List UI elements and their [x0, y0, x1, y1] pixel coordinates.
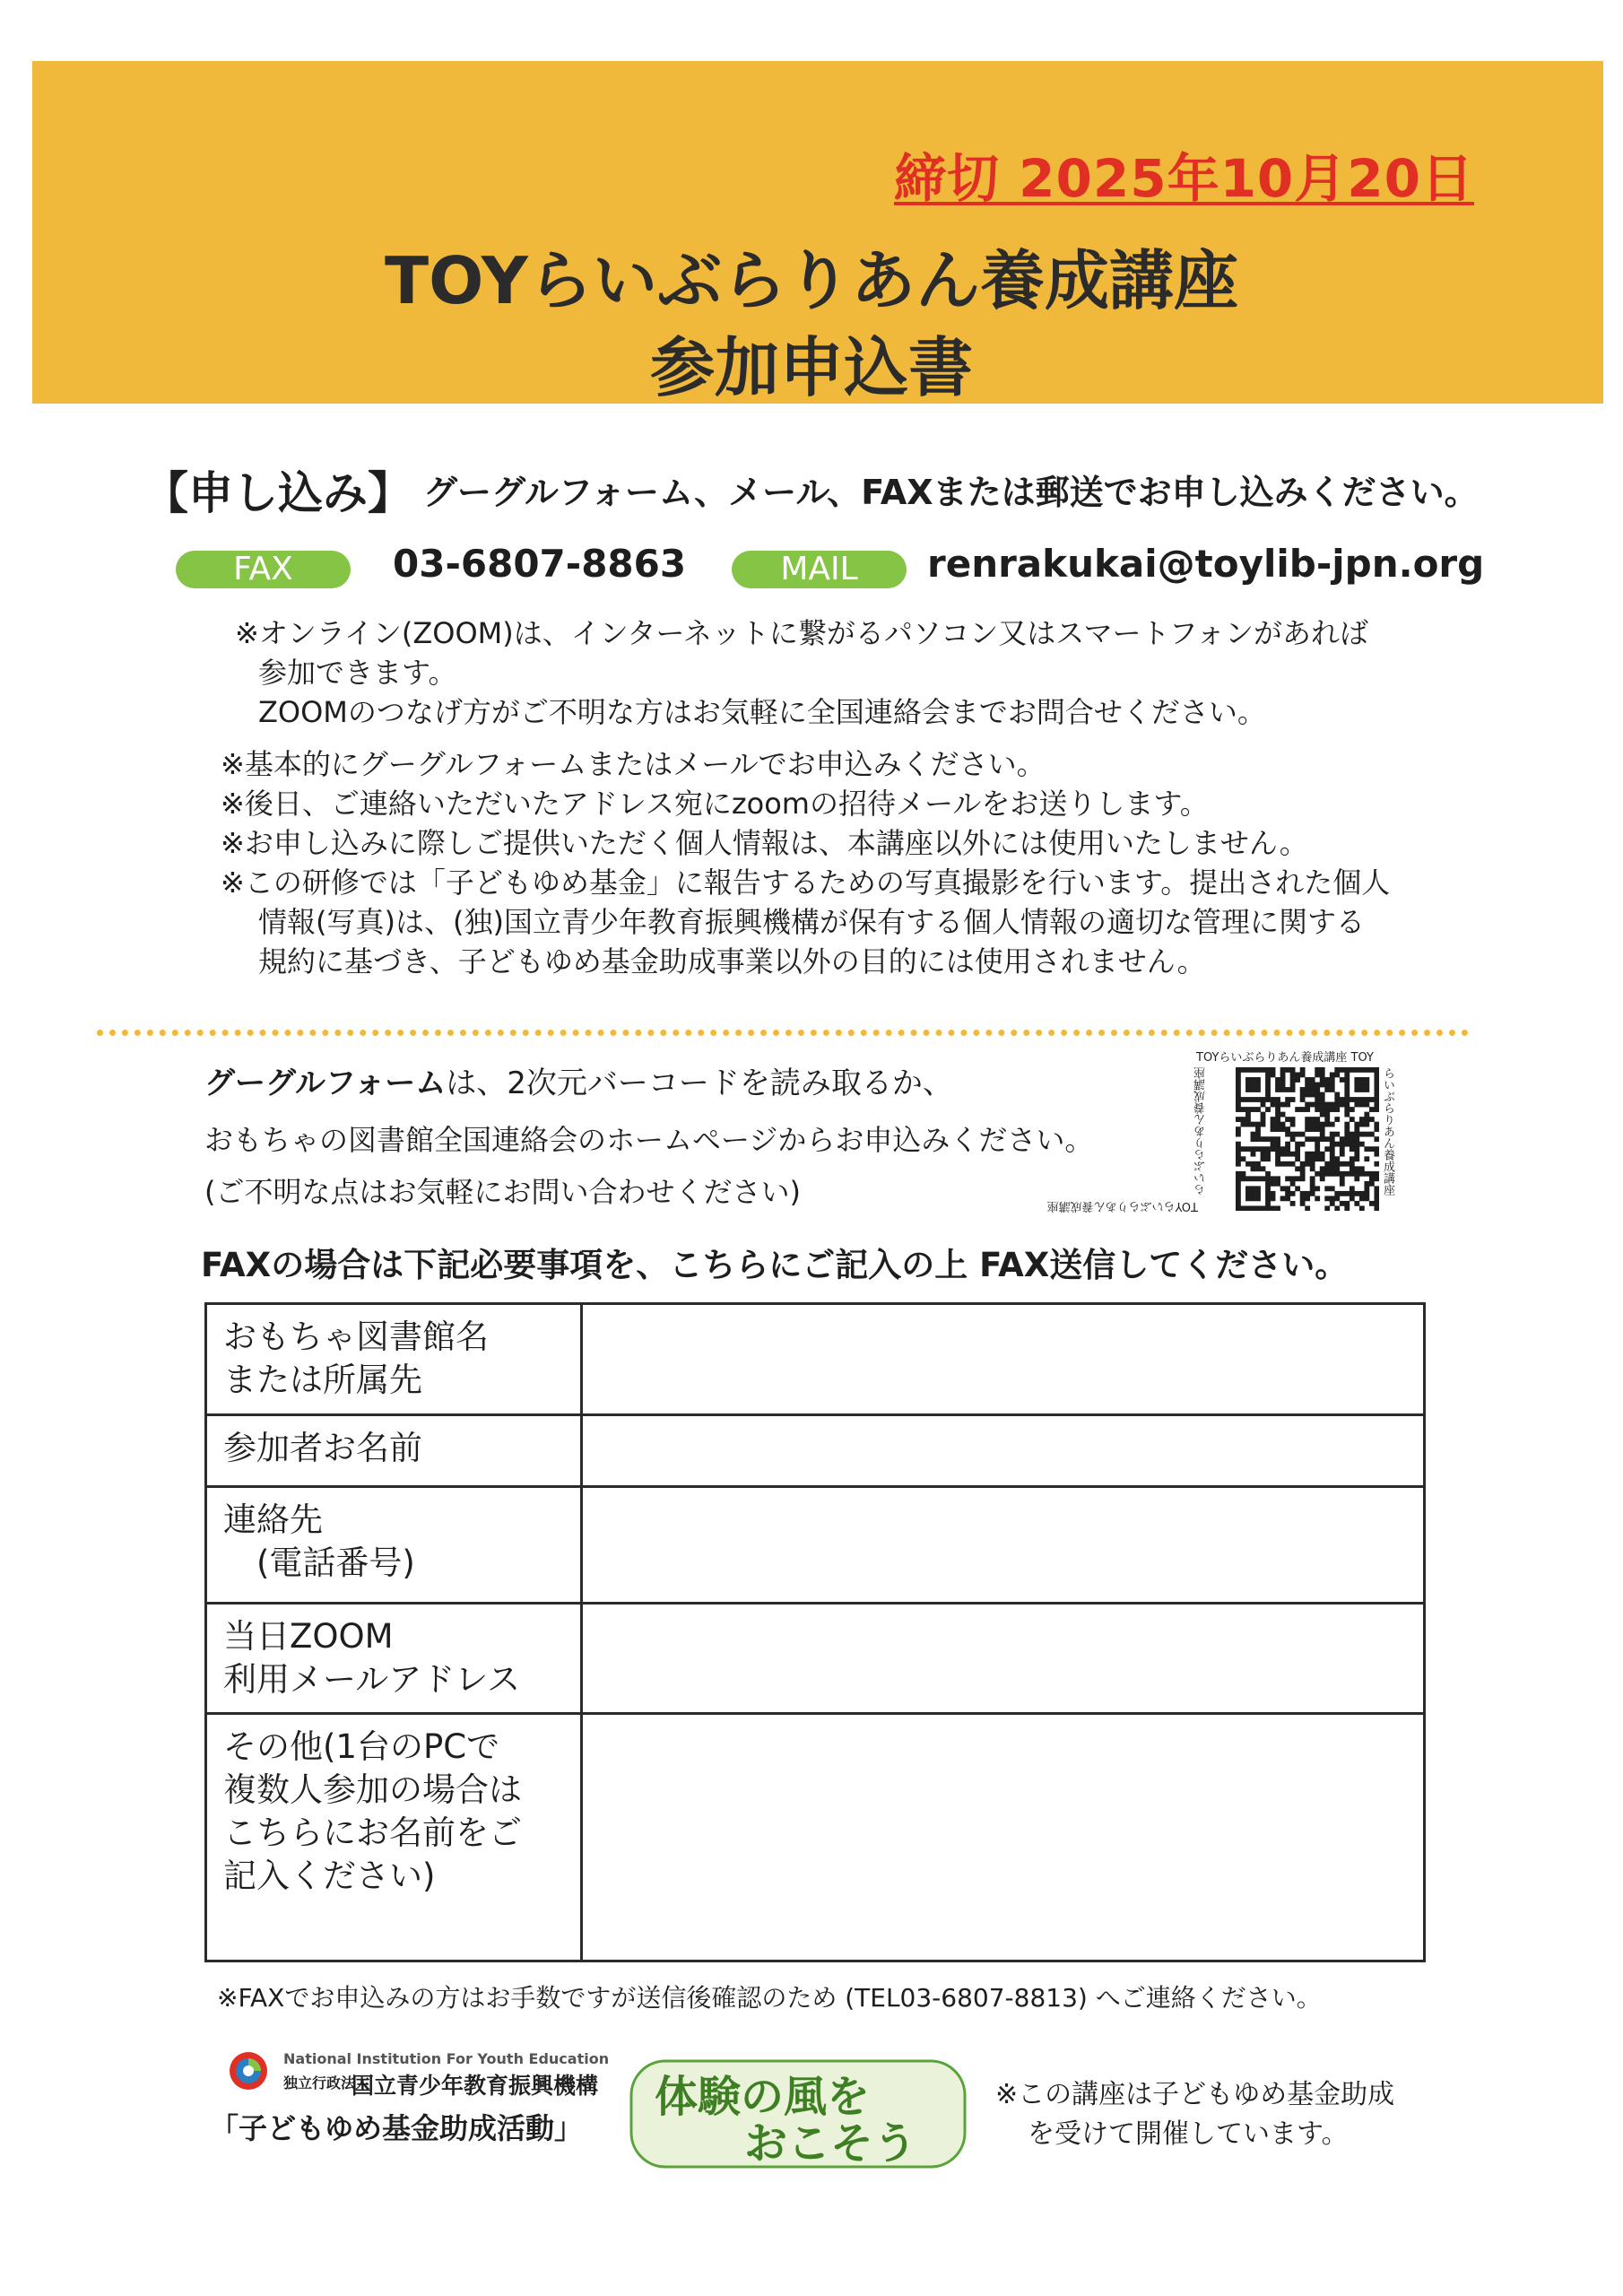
niye-logo-icon	[228, 2050, 269, 2092]
rule-line: 情報(写真)は、(独)国立青少年教育振興機構が保有する個人情報の適切な管理に関する	[258, 905, 1365, 939]
fax-label-badge: FAX	[176, 551, 351, 588]
org-name-jp: 国立青少年教育振興機構	[352, 2073, 599, 2099]
slogan-line: おこそう	[744, 2118, 917, 2169]
activity-label: 「子どもゆめ基金助成活動」	[210, 2111, 584, 2145]
page-subtitle: 参加申込書	[649, 330, 973, 405]
rule-line: ※お申し込みに際しご提供いただく個人情報は、本講座以外には使用いたしません。	[221, 826, 1308, 860]
other-names-field[interactable]	[582, 1714, 1425, 1961]
org-type: 独立行政法人	[283, 2074, 370, 2092]
rules-list	[221, 744, 1390, 981]
google-form-text: は、2次元バーコードを読み取るか、	[446, 1065, 953, 1101]
google-form-keyword: グーグルフォーム	[204, 1065, 447, 1101]
zoom-note-line: 参加できます。	[258, 656, 457, 690]
library-name-field[interactable]	[582, 1304, 1425, 1415]
apply-heading: 【申し込み】	[143, 467, 412, 519]
phone-field[interactable]	[582, 1487, 1425, 1604]
fax-number: 03-6807-8863	[393, 542, 687, 586]
page-title: TOYらいぶらりあん養成講座	[385, 243, 1238, 318]
zoom-note	[235, 613, 1368, 732]
qr-caption-bottom: TOYらいぶらりあん養成講座	[1046, 1199, 1198, 1213]
google-form-line	[204, 1058, 953, 1102]
google-form-line: おもちゃの図書館全国連絡会のホームページからお申込みください。	[204, 1123, 1094, 1157]
qr-code[interactable]	[1236, 1067, 1379, 1211]
application-form	[204, 1302, 1426, 1962]
sponsor-note	[995, 2075, 1394, 2154]
form-label: 連絡先 (電話番号)	[206, 1487, 582, 1604]
form-label: 参加者お名前	[206, 1415, 582, 1487]
sponsor-line: ※この講座は子どもゆめ基金助成	[995, 2079, 1395, 2110]
form-label: おもちゃ図書館名 または所属先	[206, 1304, 582, 1415]
slogan-logo	[628, 2056, 968, 2172]
rule-line: ※後日、ご連絡いただいたアドレス宛にzoomの招待メールをお送りします。	[221, 787, 1209, 821]
qr-caption-side: らいぶらりあん養成講座	[1194, 1067, 1208, 1196]
fax-instruction: FAXの場合は下記必要事項を、こちらにご記入の上 FAX送信してください。	[201, 1246, 1349, 1284]
rule-line: 規約に基づき、子どもゆめ基金助成事業以外の目的には使用されません。	[258, 944, 1206, 978]
deadline: 締切 2025年10月20日	[893, 148, 1474, 209]
zoom-note-line: ZOOMのつなげ方がご不明な方はお気軽に全国連絡会までお問合せください。	[258, 695, 1266, 729]
mail-address-link[interactable]: renrakukai@toylib-jpn.org	[927, 542, 1485, 586]
google-form-line: (ご不明な点はお気軽にお問い合わせください)	[204, 1175, 801, 1209]
zoom-email-field[interactable]	[582, 1604, 1425, 1714]
org-name-en: National Institution For Youth Education	[283, 2050, 610, 2067]
rule-line: ※基本的にグーグルフォームまたはメールでお申込みください。	[221, 747, 1046, 781]
rule-line: ※この研修では「子どもゆめ基金」に報告するための写真撮影を行います。提出された個人	[221, 865, 1391, 900]
form-label: 当日ZOOM 利用メールアドレス	[206, 1604, 582, 1714]
form-label: その他(1台のPCで 複数人参加の場合は こちらにお名前をご 記入ください)	[206, 1714, 582, 1961]
qr-caption: TOYらいぶらりあん養成講座 TOY	[1196, 1051, 1374, 1065]
sponsor-line: を受けて開催しています。	[1028, 2118, 1349, 2150]
slogan-line: 体験の風を	[655, 2072, 871, 2122]
zoom-note-line: ※オンライン(ZOOM)は、インターネットに繋がるパソコン又はスマートフォンがあれば	[235, 616, 1369, 650]
dotted-divider	[97, 1030, 1469, 1036]
apply-text: グーグルフォーム、メール、FAXまたは郵送でお申し込みください。	[423, 473, 1479, 512]
participant-name-field[interactable]	[582, 1415, 1425, 1487]
qr-caption-side: らいぶらりあん養成講座	[1381, 1067, 1394, 1196]
mail-label-badge: MAIL	[732, 551, 907, 588]
fax-confirm-note: ※FAXでお申込みの方はお手数ですが送信後確認のため (TEL03-6807-8813) へご連絡ください。	[217, 1983, 1322, 2013]
